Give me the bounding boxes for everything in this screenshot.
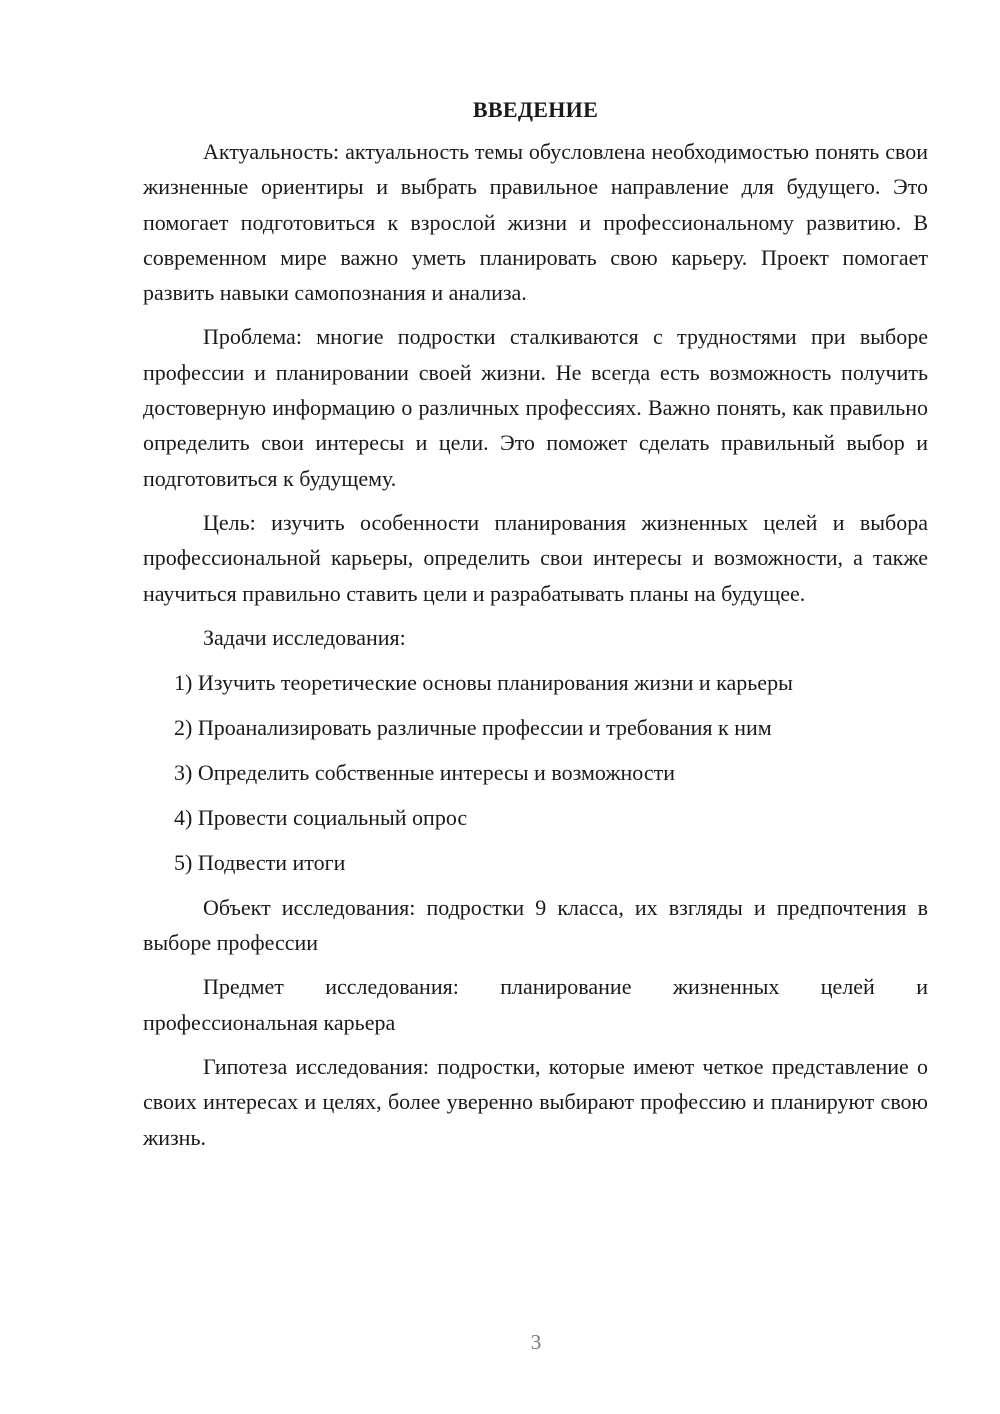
task-item: 1) Изучить теоретические основы планирования жизни и карьеры [174,669,793,695]
tasks-heading: Задачи исследования: [203,624,406,650]
page-number: 3 [530,1330,542,1354]
document-title: ВВЕДЕНИЕ [472,97,599,122]
goal-paragraph: Цель: изучить особенности планирования жизненных целей и выбора профессиональной карьеры, определить свои интересы и возможности, а также научиться правильно ставить цели и разрабатывать планы на будущее. [143,509,928,606]
subject-paragraph: Предмет исследования: планирование жизненных целей и профессиональная карьера [143,974,928,1035]
task-item: 2) Проанализировать различные профессии и требования к ним [174,714,772,740]
task-list [143,665,928,880]
task-item: 3) Определить собственные интересы и возможности [174,759,675,785]
hypothesis-paragraph: Гипотеза исследования: подростки, которые имеют четкое представление о своих интересах и целях, более уверенно выбирают профессию и планируют свою жизнь. [143,1054,928,1150]
relevance-paragraph: Актуальность: актуальность темы обусловлена необходимостью понять свои жизненные ориентиры и выбрать правильное направление для будущего. Это помогает подготовиться к взрослой жизни и профессиональному развитию. В современном мире важно уметь планировать свою карьеру. Проект помогает развить навыки самопознания и анализа. [143,139,928,306]
task-item: 4) Провести социальный опрос [174,804,468,830]
document-page [143,92,928,1164]
object-paragraph: Объект исследования: подростки 9 класса, их взгляды и предпочтения в выборе профессии [143,894,928,956]
problem-paragraph: Проблема: многие подростки сталкиваются с трудностями при выборе профессии и планировании своей жизни. Не всегда есть возможность получить достоверную информацию о различных профессиях. Важно понять, как правильно определить свои интересы и цели. Это поможет сделать правильный выбор и подготовиться к будущему. [143,324,928,491]
task-item: 5) Подвести итоги [174,849,346,875]
